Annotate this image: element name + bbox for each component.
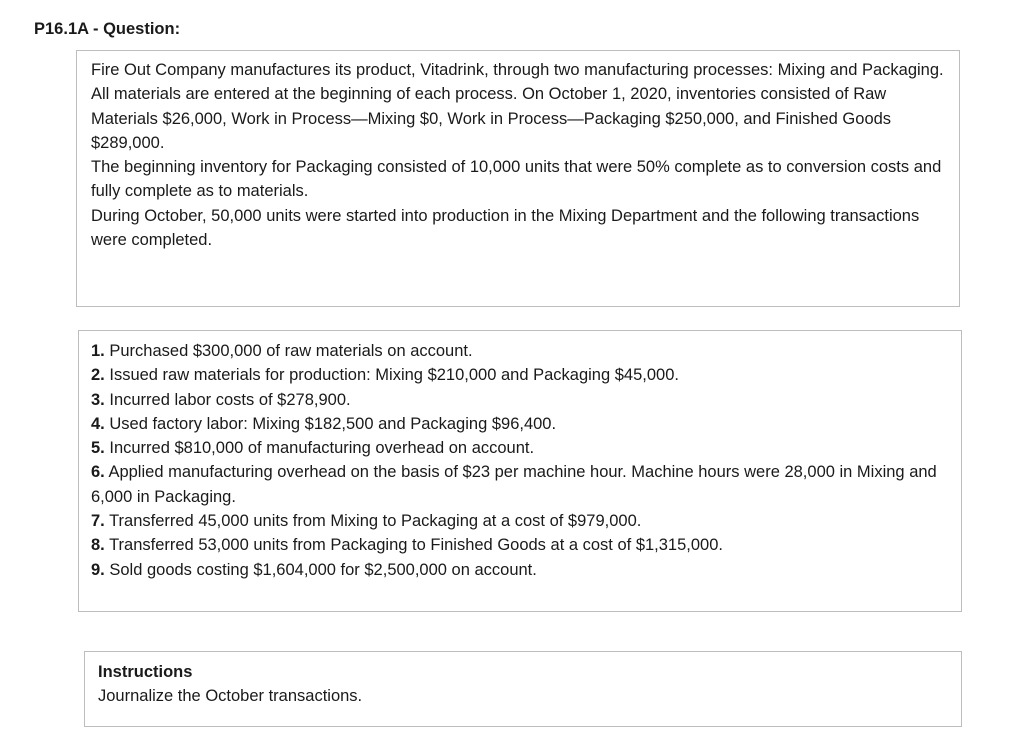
transaction-number: 4. [91, 414, 105, 433]
transaction-text: Incurred $810,000 of manufacturing overhead on account. [109, 439, 535, 458]
description-paragraph: During October, 50,000 units were started into production in the Mixing Department and the following transactions were completed. [91, 206, 920, 250]
transaction-text: Applied manufacturing overhead on the basis of $23 per machine hour. Machine hours were 28,000 in Mixing and 6,000 in Packaging. [91, 463, 937, 506]
transaction-number: 5. [91, 439, 105, 458]
transaction-text: Sold goods costing $1,604,000 for $2,500,000 on account. [109, 560, 537, 579]
transaction-number: 8. [91, 536, 105, 555]
transaction-item [91, 558, 949, 582]
transaction-item [91, 533, 949, 557]
transaction-item [91, 412, 949, 436]
instructions-box [84, 651, 962, 727]
transaction-number: 6. [91, 463, 105, 482]
transaction-number: 7. [91, 512, 105, 531]
transaction-text: Incurred labor costs of $278,900. [109, 390, 351, 409]
transaction-text: Purchased $300,000 of raw materials on account. [109, 342, 473, 360]
transaction-text: Transferred 45,000 units from Mixing to Packaging at a cost of $979,000. [109, 512, 642, 531]
transaction-item [91, 460, 949, 509]
transaction-item [91, 388, 949, 412]
description-paragraph: All materials are entered at the beginning of each process. On October 1, 2020, inventories consisted of Raw Materials $26,000, Work in Process—Mixing $0, Work in Process—Packaging $250,000, and Finished Goods $289,000. [91, 85, 892, 152]
question-title: P16.1A - Question: [34, 20, 181, 38]
transaction-text: Used factory labor: Mixing $182,500 and Packaging $96,400. [109, 414, 557, 433]
problem-description-box [76, 50, 960, 307]
description-paragraph: Fire Out Company manufactures its product, Vitadrink, through two manufacturing processes: Mixing and Packaging. [91, 61, 944, 79]
transaction-number: 1. [91, 342, 105, 360]
transaction-item [91, 436, 949, 460]
transaction-item [91, 363, 949, 387]
transaction-number: 3. [91, 390, 105, 409]
instructions-heading: Instructions [98, 663, 193, 681]
transaction-item [91, 509, 949, 533]
transaction-number: 9. [91, 560, 105, 579]
transaction-text: Issued raw materials for production: Mixing $210,000 and Packaging $45,000. [109, 366, 679, 385]
transaction-text: Transferred 53,000 units from Packaging to Finished Goods at a cost of $1,315,000. [109, 536, 723, 555]
instructions-text: Journalize the October transactions. [98, 687, 363, 705]
description-paragraph: The beginning inventory for Packaging consisted of 10,000 units that were 50% complete as to conversion costs and fully complete as to materials. [91, 158, 942, 201]
transactions-list-box [78, 330, 962, 612]
transaction-item [91, 339, 949, 363]
transaction-number: 2. [91, 366, 105, 385]
